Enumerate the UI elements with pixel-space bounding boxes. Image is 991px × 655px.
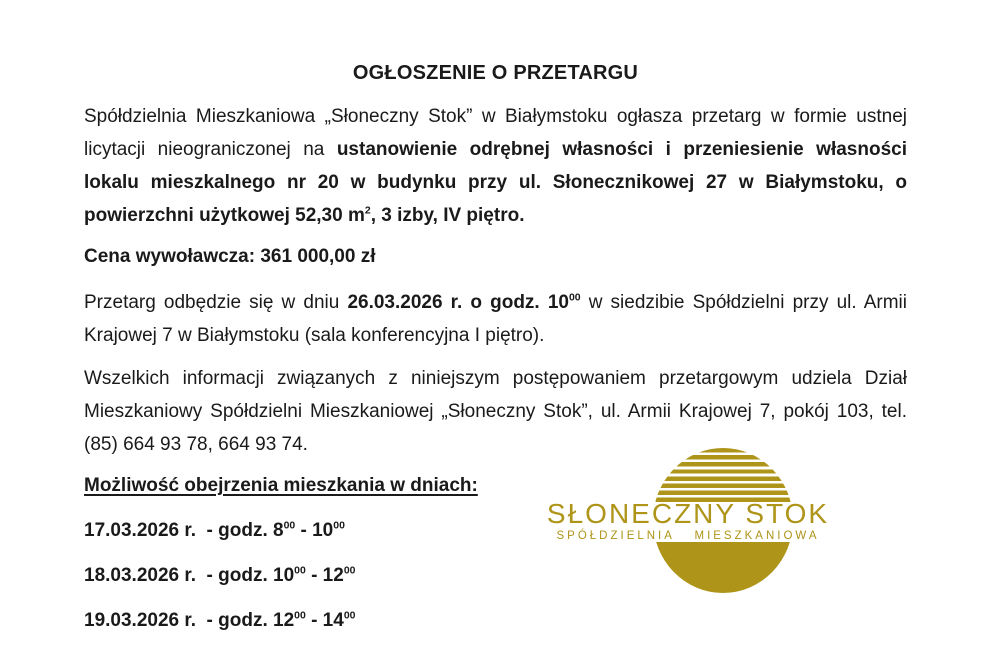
date-text: - 14 (305, 610, 344, 631)
time-superscript: 00 (343, 610, 356, 622)
square-meter-superscript: 2 (364, 205, 371, 217)
logo-sub-text: SPÓŁDZIELNIA MIESZKANIOWA (556, 530, 820, 542)
time-superscript: 00 (294, 610, 306, 622)
page-title: OGŁOSZENIE O PRZETARGU (352, 62, 639, 84)
time-superscript: 00 (333, 520, 345, 532)
intro-paragraph (84, 100, 907, 232)
auction-date-bold: 26.03.2026 r. o godz. 10 (347, 292, 569, 313)
time-superscript: 00 (343, 565, 356, 577)
starting-price-line: Cena wywoławcza: 361 000,00 zł (84, 246, 376, 267)
auction-date-paragraph (84, 286, 907, 352)
viewing-heading: Możliwość obejrzenia mieszkania w dniach: (84, 475, 478, 496)
auction-text-regular-start: Przetarg odbędzie się w dniu (84, 292, 348, 313)
date-text: - 12 (305, 565, 344, 586)
date-text: 19.03.2026 r. - godz. 12 (84, 610, 295, 631)
auction-time-superscript: 00 (568, 292, 581, 304)
intro-text-regular: Spółdzielnia Mieszkaniowa „Słoneczny Stok” w Białymstoku ogłasza przetarg w formie ustnej licytacji nieograniczonej na (84, 106, 907, 160)
logo-main-text: SŁONECZNY STOK (546, 498, 830, 529)
auction-text-regular-end: w siedzibie Spółdzielni przy ul. Armii Krajowej 7 w Białymstoku (sala konferencyjna I piętro). (84, 292, 907, 346)
viewing-date-line-2 (84, 559, 907, 592)
contact-info-paragraph: Wszelkich informacji związanych z niniejszym postępowaniem przetargowym udziela Dział Mieszkaniowy Spółdzielni Mieszkaniowej „Słoneczny Stok”, ul. Armii Krajowej 7, pokój 103, tel. (85) 664 93 78, 664 93 74. (84, 368, 907, 455)
time-superscript: 00 (294, 565, 306, 577)
date-text: - 10 (295, 520, 334, 541)
intro-text-bold-tail: , 3 izby, IV piętro. (370, 205, 525, 226)
date-text: 18.03.2026 r. - godz. 10 (84, 565, 295, 586)
intro-text-bold: ustanowienie odrębnej własności i przeniesienie własności lokalu mieszkalnego nr 20 w budynku przy ul. Słonecznikowej 27 w Białymstoku, o powierzchni użytkowej 52,30 m (84, 139, 907, 226)
time-superscript: 00 (283, 520, 296, 532)
date-text: 17.03.2026 r. - godz. 8 (84, 520, 284, 541)
viewing-date-line-3 (84, 604, 907, 637)
